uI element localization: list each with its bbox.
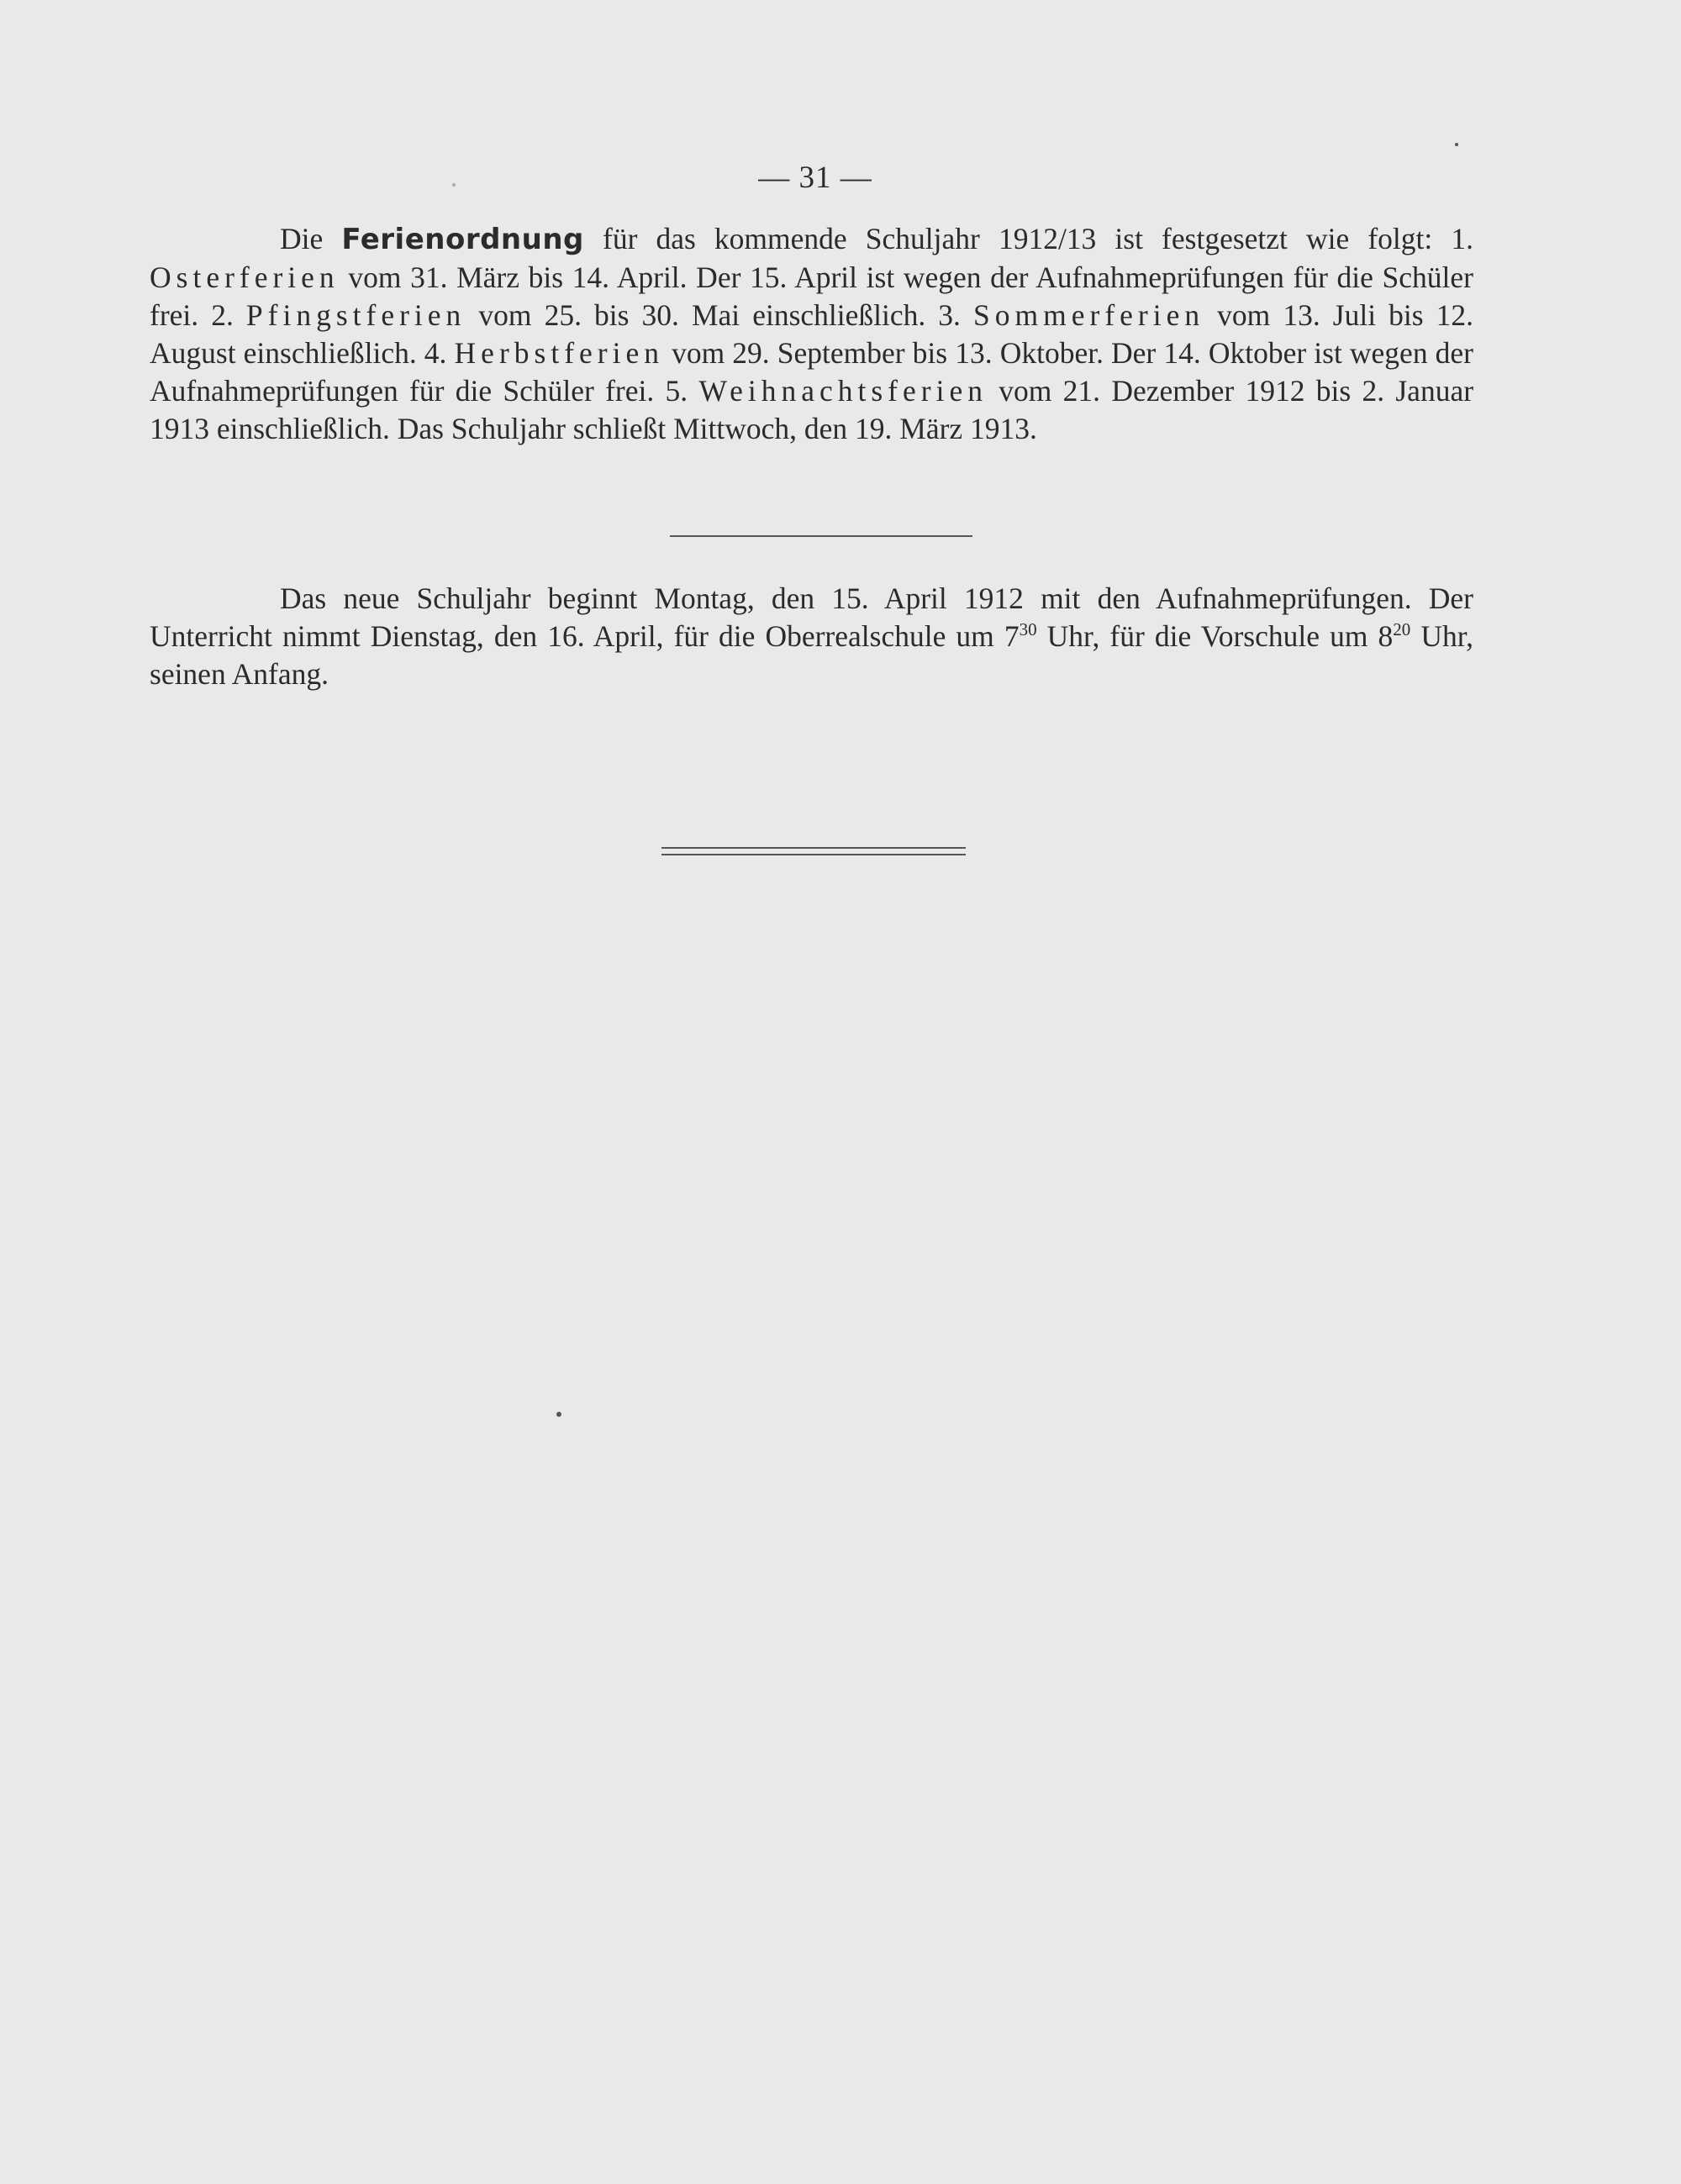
text-run: Das neue Schuljahr beginnt Montag, den 15. April 1912 mit den Aufnahmeprüfungen. Der Unterricht nimmt Dienstag, den 16. April, für die Oberrealschule um 7: [150, 582, 1473, 653]
paper-speck: [1455, 143, 1458, 146]
holiday-schedule-paragraph: [150, 220, 1473, 448]
school-year-start-paragraph: [150, 580, 1473, 693]
text-run: vom 29. September bis 13. Oktober. Der 14. Oktober ist wegen der Aufnahmeprüfungen für die Schüler frei. 5.: [150, 336, 1473, 408]
heading-ferienordnung: Ferienordnung: [341, 223, 584, 256]
text-run: Uhr, seinen Anfang.: [150, 619, 1474, 691]
holiday-name-autumn: Herbstferien: [454, 336, 664, 370]
text-run: für das kommende Schuljahr 1912/13 ist festgesetzt wie folgt: 1.: [603, 222, 1473, 255]
text-run: vom 21. Dezember 1912 bis 2. Januar 1913 einschließlich. Das Schuljahr schließt Mittwoch, den 19. März 1913.: [150, 374, 1474, 445]
paper-speck: [556, 1412, 561, 1417]
holiday-name-summer: Sommerferien: [973, 298, 1205, 332]
text-run: Die: [280, 222, 324, 255]
section-divider: [670, 535, 972, 537]
holiday-name-christmas: Weihnachtsferien: [698, 374, 988, 408]
holiday-name-pentecost: Pfingstferien: [245, 298, 466, 332]
holiday-name-easter: Osterferien: [150, 261, 340, 294]
text-run: vom 13. Juli bis 12. August einschließlich. 4.: [150, 298, 1474, 370]
text-run: vom 25. bis 30. Mai einschließlich. 3.: [478, 298, 961, 332]
text-run: Uhr, für die Vorschule um 8: [1046, 619, 1394, 653]
superscript-minutes: 30: [1019, 619, 1037, 640]
superscript-minutes: 20: [1393, 619, 1411, 640]
end-double-rule-top: [661, 847, 966, 849]
paper-speck: [452, 183, 456, 187]
end-double-rule-bottom: [661, 854, 966, 855]
page-number: — 31 —: [758, 161, 872, 195]
text-run: vom 31. März bis 14. April. Der 15. April ist wegen der Aufnahmeprüfungen für die Schüler frei. 2.: [150, 261, 1473, 332]
